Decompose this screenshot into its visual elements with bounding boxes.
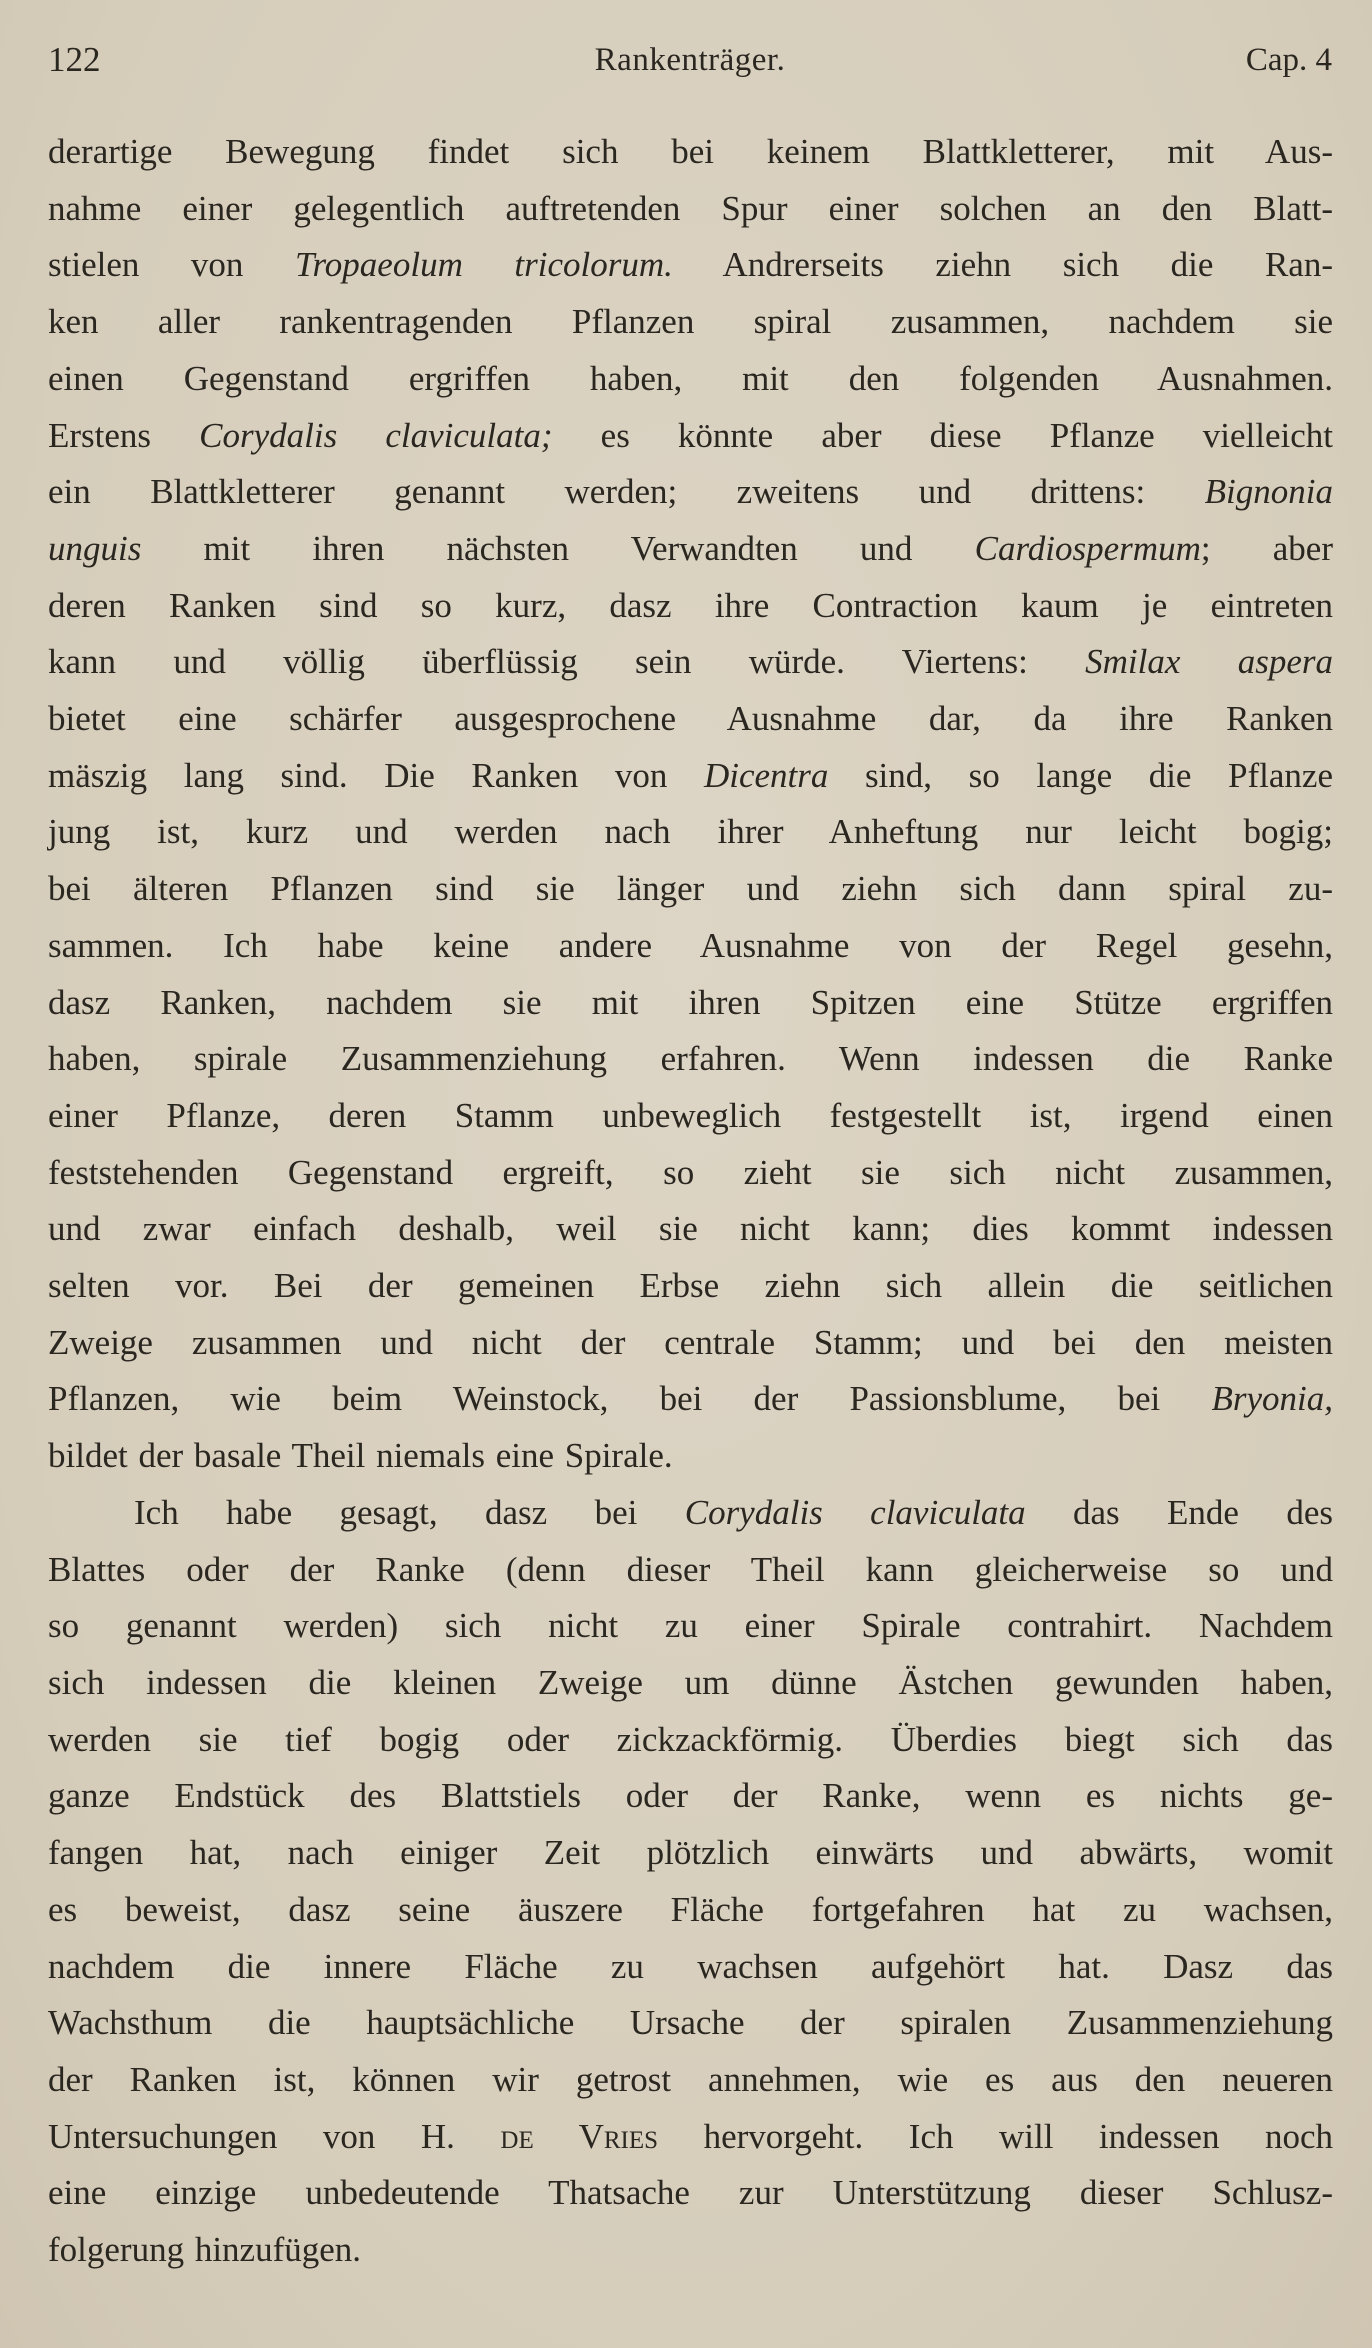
text-span: unguis xyxy=(48,528,142,568)
text-span: werden sie tief bogig oder zickzackförmig. Überdies biegt sich das xyxy=(48,1719,1333,1759)
text-span: es beweist, dasz seine äuszere Fläche fortgefahren hat zu wachsen, xyxy=(48,1889,1333,1929)
text-span: mäszig lang sind. Die Ranken von xyxy=(48,755,704,795)
text-line xyxy=(48,1882,1333,1939)
text-span: ; aber xyxy=(1200,528,1333,568)
text-line xyxy=(48,804,1333,861)
text-span: Andrerseits ziehn sich die Ran- xyxy=(672,245,1333,285)
text-span: Corydalis claviculata xyxy=(684,1492,1026,1532)
text-span: selten vor. Bei der gemeinen Erbse ziehn sich allein die seitlichen xyxy=(48,1266,1333,1306)
text-span: feststehenden Gegenstand ergreift, so zieht sie sich nicht zusammen, xyxy=(48,1152,1333,1192)
text-span: Untersuchungen von H. xyxy=(48,2116,501,2156)
text-span: sind, so lange die Pflanze xyxy=(828,755,1333,795)
text-line xyxy=(48,691,1333,748)
text-span: ganze Endstück des Blattstiels oder der Ranke, wenn es nichts ge- xyxy=(48,1776,1333,1816)
text-line xyxy=(48,1655,1333,1712)
text-line xyxy=(48,294,1333,351)
text-span: folgerung hinzufügen. xyxy=(48,2230,362,2270)
text-line xyxy=(48,1145,1333,1202)
text-line xyxy=(48,1712,1333,1769)
text-line xyxy=(48,2165,1333,2222)
text-span: ken aller rankentragenden Pflanzen spiral zusammen, nachdem sie xyxy=(48,302,1333,342)
text-span: Corydalis claviculata; xyxy=(199,415,553,455)
text-span: eine einzige unbedeutende Thatsache zur Unterstützung dieser Schlusz- xyxy=(48,2173,1333,2213)
text-line xyxy=(48,2052,1333,2109)
text-span: Tropaeolum tricolorum. xyxy=(294,245,673,285)
text-span: nachdem die innere Fläche zu wachsen aufgehört hat. Dasz das xyxy=(48,1946,1333,1986)
text-span: sammen. Ich habe keine andere Ausnahme von der Regel gesehn, xyxy=(48,925,1333,965)
text-line xyxy=(48,237,1333,294)
text-span: einen Gegenstand ergriffen haben, mit den folgenden Ausnahmen. xyxy=(48,358,1333,398)
text-line xyxy=(48,748,1333,805)
text-line xyxy=(48,1201,1333,1258)
text-span: bildet der basale Theil niemals eine Spirale. xyxy=(48,1436,673,1476)
text-span: Smilax aspera xyxy=(1085,642,1333,682)
text-line xyxy=(48,634,1333,691)
text-line xyxy=(48,181,1333,238)
text-line xyxy=(48,351,1333,408)
page-number: 122 xyxy=(48,40,101,79)
text-line xyxy=(48,1542,1333,1599)
text-span: Blattes oder der Ranke (denn dieser Theil kann gleicherweise so und xyxy=(48,1549,1333,1589)
text-span: so genannt werden) sich nicht zu einer Spirale contrahirt. Nachdem xyxy=(48,1606,1333,1646)
text-span: kann und völlig überflüssig sein würde. Viertens: xyxy=(48,642,1086,682)
text-span: nahme einer gelegentlich auftretenden Spur einer solchen an den Blatt- xyxy=(48,188,1333,228)
text-span: sich indessen die kleinen Zweige um dünne Ästchen gewunden haben, xyxy=(48,1662,1333,1702)
text-span: Wachsthum die hauptsächliche Ursache der spiralen Zusammenziehung xyxy=(48,2003,1333,2043)
text-line xyxy=(48,1031,1333,1088)
text-line xyxy=(48,918,1333,975)
text-span: bei älteren Pflanzen sind sie länger und ziehn sich dann spiral zu- xyxy=(48,869,1333,909)
text-span: einer Pflanze, deren Stamm unbeweglich festgestellt ist, irgend einen xyxy=(48,1095,1333,1135)
text-span: und zwar einfach deshalb, weil sie nicht kann; dies kommt indessen xyxy=(48,1209,1333,1249)
text-span: haben, spirale Zusammenziehung erfahren. Wenn indessen die Ranke xyxy=(48,1039,1333,1079)
text-line xyxy=(48,1088,1333,1145)
text-span: der Ranken ist, können wir getrost annehmen, wie es aus den neueren xyxy=(48,2059,1333,2099)
text-line xyxy=(48,1825,1333,1882)
text-line xyxy=(48,2109,1333,2166)
text-span: ein Blattkletterer genannt werden; zweitens und drittens: xyxy=(48,472,1205,512)
text-span: Ich habe gesagt, dasz bei xyxy=(134,1492,685,1532)
text-line xyxy=(48,975,1333,1032)
text-span: jung ist, kurz und werden nach ihrer Anheftung nur leicht bogig; xyxy=(48,812,1333,852)
text-span: bietet eine schärfer ausgesprochene Ausnahme dar, da ihre Ranken xyxy=(48,699,1333,739)
text-line xyxy=(48,1485,1333,1542)
text-line xyxy=(48,2222,1333,2279)
text-line xyxy=(48,408,1333,465)
text-span: derartige Bewegung findet sich bei keinem Blattkletterer, mit Aus- xyxy=(48,132,1333,171)
text-line xyxy=(48,1371,1333,1428)
text-line xyxy=(48,124,1333,181)
text-span: Zweige zusammen und nicht der centrale Stamm; und bei den meisten xyxy=(48,1322,1333,1362)
text-span: Pflanzen, wie beim Weinstock, bei der Passionsblume, bei xyxy=(48,1379,1212,1419)
text-span: Bignonia xyxy=(1204,472,1333,512)
text-span: deren Ranken sind so kurz, dasz ihre Contraction kaum je eintreten xyxy=(48,585,1333,625)
text-line xyxy=(48,521,1333,578)
paragraph-2 xyxy=(48,1485,1333,2279)
text-line xyxy=(48,861,1333,918)
text-span: fangen hat, nach einiger Zeit plötzlich einwärts und abwärts, womit xyxy=(48,1833,1333,1873)
text-line xyxy=(48,1768,1333,1825)
text-span: mit ihren nächsten Verwandten und xyxy=(141,528,975,568)
paragraph-1 xyxy=(48,124,1333,1485)
text-span: es könnte aber diese Pflanze vielleicht xyxy=(552,415,1333,455)
text-line xyxy=(48,1315,1333,1372)
text-span: hervorgeht. Ich will indessen noch xyxy=(658,2116,1333,2156)
text-span: stielen von xyxy=(48,245,295,285)
text-span: Bryonia, xyxy=(1211,1379,1333,1419)
running-head xyxy=(48,34,1332,86)
text-line xyxy=(48,464,1333,521)
body-text xyxy=(48,124,1333,2279)
text-span: Erstens xyxy=(48,415,200,455)
running-title: Rankenträger. xyxy=(594,42,786,78)
text-line xyxy=(48,1598,1333,1655)
text-span: das Ende des xyxy=(1025,1492,1333,1532)
text-line xyxy=(48,1258,1333,1315)
text-line xyxy=(48,1939,1333,1996)
text-line xyxy=(48,578,1333,635)
text-span: Dicentra xyxy=(703,755,829,795)
text-line xyxy=(48,1995,1333,2052)
text-span: Cardiospermum xyxy=(974,528,1201,568)
chapter-label: Cap. 4 xyxy=(1245,42,1332,78)
text-span: de Vries xyxy=(500,2116,659,2156)
text-span: dasz Ranken, nachdem sie mit ihren Spitzen eine Stütze ergriffen xyxy=(48,982,1333,1022)
text-line xyxy=(48,1428,1333,1485)
